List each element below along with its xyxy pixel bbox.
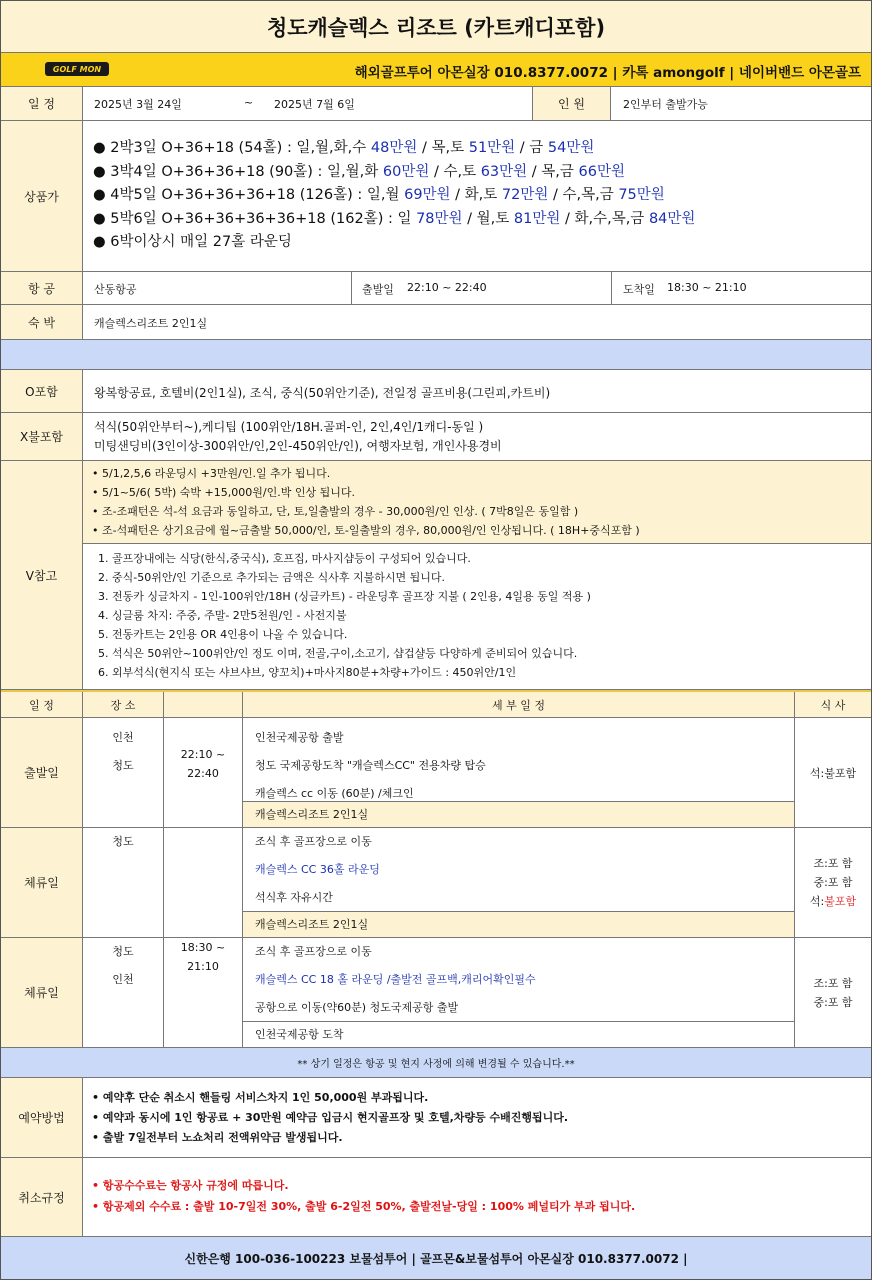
price-line-0: ● 2박3일 O+36+18 (54홀) : 일,월,화,수 48만원 / 목,토 51만원 / 금 54만원 — [93, 140, 595, 156]
notes-numbered — [98, 549, 591, 682]
price-list — [93, 137, 695, 255]
notes-boxed — [83, 461, 871, 544]
day-3-item-0: 조식 후 골프장으로 이동 — [255, 945, 372, 958]
day-3-item-1: 캐슬렉스 CC 18 홀 라운딩 /출발전 골프백,캐리어확인필수 — [255, 973, 536, 986]
day-2-detail — [243, 828, 794, 937]
reserve-line-1: • 예약과 동시에 1인 항공료 + 30만원 예약금 입금시 현지골프장 및 호텔,차량등 수배진행됩니다. — [92, 1111, 569, 1124]
day-2-item-2: 석식후 자유시간 — [255, 891, 333, 904]
day-3-arrival: 인천국제공항 도착 — [243, 1021, 794, 1047]
arrive-cell — [611, 272, 871, 304]
note-num-4: 5. 전동카트는 2인용 OR 4인용이 나올 수 있습니다. — [98, 628, 348, 641]
include-value: 왕복항공료, 호텔비(2인1실), 조식, 중식(50위안기준), 전일정 골프비용(그린피,카트비) — [94, 386, 551, 400]
day-3-item-2: 공항으로 이동(약60분) 청도국제공항 출발 — [255, 1001, 459, 1014]
footer-text: 신한은행 100-036-100223 보물섬투어 | 골프몬&보물섬투어 아몬실장 010.8377.0072 | — [184, 1251, 688, 1266]
notes-row — [1, 461, 871, 690]
people-value: 2인부터 출발가능 — [623, 98, 708, 111]
day-1-meal-0: 석:불포함 — [809, 766, 857, 780]
day-3-meal-0: 조:포 함 — [813, 976, 853, 990]
day-2-meal-2: 석:불포함 — [809, 895, 857, 908]
day-1-place-0: 인천 — [112, 731, 134, 744]
depart-time: 22:10 ~ 22:40 — [407, 281, 487, 294]
day-1-label: 출발일 — [1, 718, 83, 827]
price-line-1: ● 3박4일 O+36+36+18 (90홀) : 일,월,화 60만원 / 수,토 63만원 / 목,금 66만원 — [93, 163, 625, 180]
reserve-line-2: • 출발 7일전부터 노쇼처리 전액위약금 발생됩니다. — [92, 1131, 343, 1144]
people-label: 인 원 — [532, 87, 611, 120]
depart-label: 출발일 — [362, 283, 394, 296]
exclude-label: X불포함 — [1, 413, 83, 460]
header-day: 일 정 — [1, 692, 83, 717]
note-num-5: 5. 석식은 50위안~100위안/인 정도 이며, 전골,구이,소고기, 샵겁샬등 다양하게 준비되어 있습니다. — [98, 647, 578, 660]
day-2-item-1: 캐슬렉스 CC 36홀 라운딩 — [255, 863, 380, 876]
header-detail: 세 부 일 정 — [492, 698, 545, 712]
reserve-row — [1, 1078, 871, 1158]
date-end: 2025년 7월 6일 — [274, 98, 355, 111]
date-label: 일 정 — [1, 87, 83, 120]
day-3-time — [163, 938, 243, 1047]
note-boxed-0: • 5/1,2,5,6 라운딩시 +3만원/인.일 추가 됩니다. — [92, 467, 331, 480]
day-1-time-0: 22:10 ~ — [180, 748, 226, 761]
day-1-hotel: 캐슬렉스리조트 2인1실 — [243, 801, 794, 827]
note-boxed-2: • 조-조패턴은 석-석 요금과 동일하고, 단, 토,일출발의 경우 - 30,000원/인 인상. ( 7박8일은 동일함 ) — [92, 505, 579, 518]
header-place: 장 소 — [110, 698, 136, 712]
day-2-time — [163, 828, 243, 937]
schedule-notice — [1, 1048, 871, 1078]
cancel-list — [92, 1175, 635, 1217]
day-1-places — [83, 718, 163, 827]
day-3-label: 체류일 — [1, 938, 83, 1047]
footer — [1, 1237, 871, 1279]
date-sep: ~ — [244, 96, 254, 109]
hotel-label: 숙 박 — [1, 305, 83, 339]
note-boxed-1: • 5/1~5/6( 5박) 숙박 +15,000원/인.박 인상 됩니다. — [92, 486, 355, 499]
day-1-item-0: 인천국제공항 출발 — [255, 731, 344, 744]
exclude-text — [94, 418, 502, 456]
schedule-day-2 — [1, 828, 871, 938]
page-title: 청도캐슬렉스 리조트 (카트캐디포함) — [266, 15, 606, 40]
note-num-2: 3. 전동카 싱글차지 - 1인-100위안/18H (싱글카트) - 라운딩후 골프장 지불 ( 2인용, 4일용 동일 적용 ) — [98, 590, 591, 603]
cancel-line-1: • 항공제외 수수료 : 출발 10-7일전 30%, 출발 6-2일전 50%, 출발전날-당일 : 100% 페널티가 부과 됩니다. — [92, 1200, 636, 1213]
day-1-place-1: 청도 — [112, 759, 134, 772]
schedule-day-1 — [1, 718, 871, 828]
price-line-2: ● 4박5일 O+36+36+36+18 (126홀) : 일,월 69만원 / 화,토 72만원 / 수,목,금 75만원 — [93, 187, 665, 203]
header-meal: 식 사 — [794, 692, 871, 717]
flight-row — [1, 272, 871, 305]
notice-text: ** 상기 일정은 항공 및 현지 사정에 의해 변경될 수 있습니다.** — [297, 1059, 575, 1070]
exclude-row — [1, 413, 871, 461]
note-num-3: 4. 싱글룸 차지: 주중, 주말- 2만5천원/인 - 사전지불 — [98, 609, 347, 622]
day-2-item-0: 조식 후 골프장으로 이동 — [255, 835, 372, 848]
cancel-label: 취소규정 — [1, 1158, 83, 1236]
day-3-meals — [794, 938, 871, 1047]
schedule-day-3 — [1, 938, 871, 1048]
blue-band — [1, 340, 871, 370]
day-2-hotel: 캐슬렉스리조트 2인1실 — [243, 911, 794, 937]
day-3-place-0: 청도 — [112, 945, 134, 958]
note-num-6: 6. 외부석식(현지식 또는 샤브샤브, 양꼬치)+마사지80분+차량+가이드 : 450위안/1인 — [98, 666, 517, 679]
day-1-time-1: 22:40 — [187, 767, 219, 780]
day-3-places — [83, 938, 163, 1047]
day-3-time-0: 18:30 ~ — [180, 941, 226, 954]
depart-cell — [351, 272, 611, 304]
title-row — [1, 1, 871, 53]
banner — [1, 53, 871, 87]
logo-text: GOLF MON — [52, 64, 102, 74]
flight-label: 항 공 — [1, 272, 83, 304]
day-1-detail — [243, 718, 794, 827]
hotel-row — [1, 305, 871, 340]
date-row — [1, 87, 871, 121]
note-boxed-3: • 조-석패턴은 상기요금에 월~금출발 50,000/인, 토-일출발의 경우, 80,000원/인 인상됩니다. ( 18H+중식포함 ) — [92, 524, 640, 537]
price-line-3: ● 5박6일 O+36+36+36+36+18 (162홀) : 일 78만원 / 월,토 81만원 / 화,수,목,금 84만원 — [93, 210, 696, 227]
airline: 산동항공 — [94, 283, 137, 296]
day-2-meal-1: 중:포 함 — [813, 876, 853, 889]
schedule-header — [1, 690, 871, 718]
arrive-time: 18:30 ~ 21:10 — [667, 281, 747, 294]
day-1-meals — [794, 718, 871, 827]
arrive-label: 도착일 — [623, 283, 655, 296]
note-num-1: 2. 중식-50위안/인 기준으로 추가되는 금액은 식사후 지불하시면 됩니다. — [98, 571, 446, 584]
price-label: 상품가 — [1, 121, 83, 271]
reserve-label: 예약방법 — [1, 1078, 83, 1157]
reserve-list — [92, 1088, 568, 1148]
note-num-0: 1. 골프장내에는 식당(한식,중국식), 호프집, 마사지샵등이 구성되어 있습니다. — [98, 552, 471, 565]
day-2-place-0: 청도 — [112, 835, 134, 848]
exclude-line-2: 미팅샌딩비(3인이상-300위안/인,2인-450위안/인), 여행자보험, 개인사용경비 — [94, 439, 502, 453]
include-row — [1, 370, 871, 413]
reserve-line-0: • 예약후 단순 취소시 핸들링 서비스차지 1인 50,000원 부과됩니다. — [92, 1091, 429, 1104]
cancel-line-0: • 항공수수료는 항공사 규정에 따릅니다. — [92, 1179, 289, 1192]
notes-label: V참고 — [1, 461, 83, 689]
price-line-4: ● 6박이상시 매일 27홀 라운딩 — [93, 234, 292, 250]
banner-text: 해외골프투어 아몬실장 010.8377.0072 | 카톡 amongolf | 네이버밴드 아몬골프 — [354, 65, 861, 81]
header-time — [163, 692, 243, 717]
exclude-line-1: 석식(50위안부터~),케디팁 (100위안/18H.골퍼-인, 2인,4인/1캐디-동일 ) — [94, 420, 484, 434]
day-2-meal-0: 조:포 함 — [813, 857, 853, 870]
day-1-item-1: 청도 국제공항도착 "캐슬렉스CC" 전용차량 탑승 — [255, 759, 486, 772]
day-2-meals — [794, 828, 871, 937]
cancel-row — [1, 1158, 871, 1237]
date-start: 2025년 3월 24일 — [94, 98, 182, 111]
price-row — [1, 121, 871, 272]
day-3-time-1: 21:10 — [187, 960, 219, 973]
day-3-detail — [243, 938, 794, 1047]
include-label: O포함 — [1, 370, 83, 412]
day-3-place-1: 인천 — [112, 973, 134, 986]
golfmon-logo — [45, 62, 109, 76]
day-3-meal-1: 중:포 함 — [813, 995, 853, 1009]
hotel-value: 캐슬렉스리조트 2인1실 — [94, 317, 208, 330]
day-1-item-2: 캐슬렉스 cc 이동 (60분) /체크인 — [255, 787, 414, 800]
day-1-time — [163, 718, 243, 827]
day-2-places — [83, 828, 163, 937]
day-2-label: 체류일 — [1, 828, 83, 937]
